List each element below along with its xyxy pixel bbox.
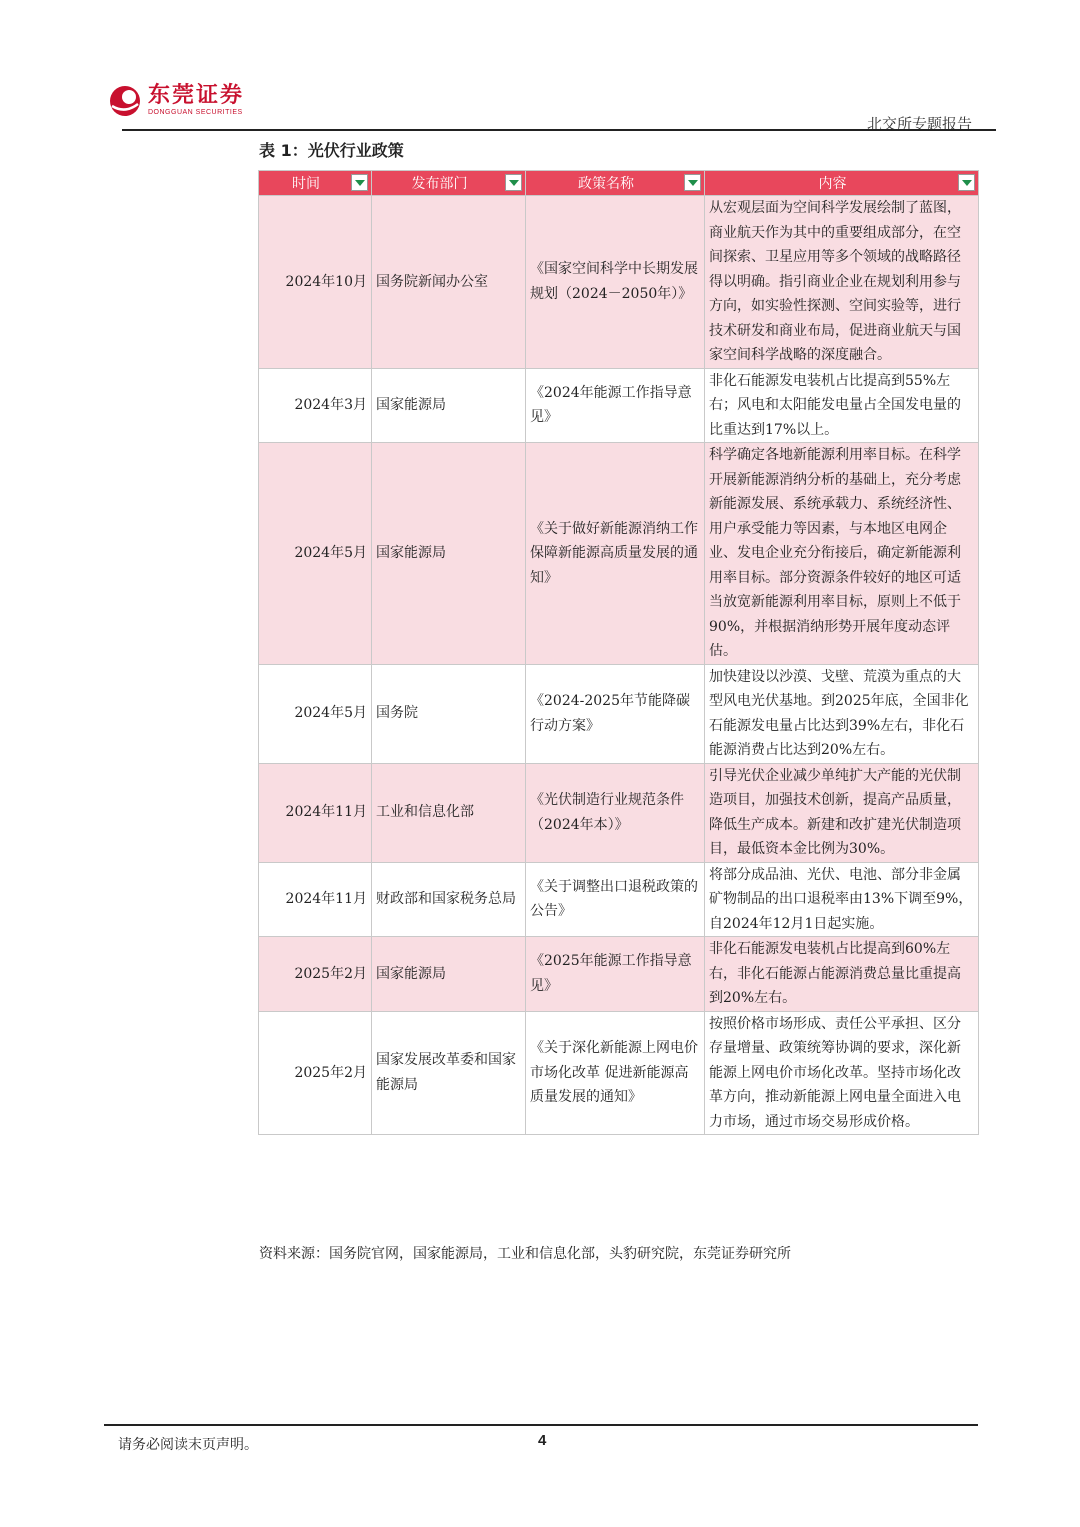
filter-dropdown-icon[interactable] (505, 174, 522, 191)
cell-dept: 国家发展改革委和国家能源局 (372, 1011, 526, 1135)
table-source-note: 资料来源：国务院官网，国家能源局，工业和信息化部，头豹研究院，东莞证券研究所 (259, 1246, 791, 1262)
table-row (259, 862, 979, 937)
policy-table (258, 170, 979, 1135)
cell-dept: 国家能源局 (372, 368, 526, 443)
cell-time: 2025年2月 (259, 937, 372, 1012)
cell-dept: 国务院 (372, 664, 526, 763)
table-row (259, 664, 979, 763)
logo-cn-text: 东莞证券 (148, 83, 245, 108)
filter-dropdown-icon[interactable] (958, 174, 975, 191)
cell-time: 2024年3月 (259, 368, 372, 443)
page-number: 4 (538, 1432, 547, 1449)
cell-content: 科学确定各地新能源利用率目标。在科学开展新能源消纳分析的基础上，充分考虑新能源发展、系统承载力、系统经济性、用户承受能力等因素，与本地区电网企业、发电企业充分衔接后，确定新能源利用率目标。部分资源条件较好的地区可适当放宽新能源利用率目标，原则上不低于90%，并根据消纳形势开展年度动态评估。 (705, 443, 979, 665)
column-header-label: 政策名称 (578, 176, 634, 192)
column-header-label: 时间 (292, 176, 320, 192)
cell-content: 加快建设以沙漠、戈壁、荒漠为重点的大型风电光伏基地。到2025年底，全国非化石能源发电量占比达到39%左右，非化石能源消费占比达到20%左右。 (705, 664, 979, 763)
table-caption: 表 1：光伏行业政策 (259, 141, 404, 160)
report-type: 北交所专题报告 (866, 115, 972, 133)
cell-content: 非化石能源发电装机占比提高到55%左右；风电和太阳能发电量占全国发电量的比重达到17%以上。 (705, 368, 979, 443)
filter-dropdown-icon[interactable] (684, 174, 701, 191)
cell-policy-name: 《关于做好新能源消纳工作保障新能源高质量发展的通知》 (526, 443, 705, 665)
column-header-time (259, 171, 372, 196)
table-row (259, 443, 979, 665)
cell-policy-name: 《2024-2025年节能降碳行动方案》 (526, 664, 705, 763)
cell-time: 2025年2月 (259, 1011, 372, 1135)
table-header-row (259, 171, 979, 196)
cell-time: 2024年10月 (259, 196, 372, 369)
column-header-label: 内容 (818, 176, 847, 192)
cell-time: 2024年11月 (259, 862, 372, 937)
column-header-dept (372, 171, 526, 196)
cell-time: 2024年5月 (259, 443, 372, 665)
cell-time: 2024年11月 (259, 763, 372, 862)
column-header-content (705, 171, 979, 196)
footer-disclaimer: 请务必阅读末页声明。 (118, 1437, 258, 1453)
table-row (259, 196, 979, 369)
cell-dept: 财政部和国家税务总局 (372, 862, 526, 937)
cell-policy-name: 《光伏制造行业规范条件（2024年本）》 (526, 763, 705, 862)
logo-mark-icon (108, 84, 142, 118)
cell-policy-name: 《2024年能源工作指导意见》 (526, 368, 705, 443)
cell-time: 2024年5月 (259, 664, 372, 763)
cell-content: 非化石能源发电装机占比提高到60%左右，非化石能源占能源消费总量比重提高到20%左右。 (705, 937, 979, 1012)
table-row (259, 937, 979, 1012)
table-row (259, 763, 979, 862)
header-divider (122, 129, 996, 131)
company-logo (108, 84, 244, 118)
footer-divider (104, 1424, 978, 1426)
cell-content: 从宏观层面为空间科学发展绘制了蓝图，商业航天作为其中的重要组成部分，在空间探索、卫星应用等多个领域的战略路径得以明确。指引商业企业在规划利用参与方向，如实验性探测、空间实验等，进行技术研发和商业布局，促进商业航天与国家空间科学战略的深度融合。 (705, 196, 979, 369)
cell-content: 将部分成品油、光伏、电池、部分非金属矿物制品的出口退税率由13%下调至9%，自2024年12月1日起实施。 (705, 862, 979, 937)
filter-dropdown-icon[interactable] (351, 174, 368, 191)
cell-content: 引导光伏企业减少单纯扩大产能的光伏制造项目，加强技术创新，提高产品质量，降低生产成本。新建和改扩建光伏制造项目，最低资本金比例为30%。 (705, 763, 979, 862)
cell-dept: 国务院新闻办公室 (372, 196, 526, 369)
cell-policy-name: 《关于调整出口退税政策的公告》 (526, 862, 705, 937)
cell-dept: 国家能源局 (372, 937, 526, 1012)
cell-policy-name: 《国家空间科学中长期发展规划（2024－2050年）》 (526, 196, 705, 369)
column-header-label: 发布部门 (411, 176, 468, 192)
table-row (259, 368, 979, 443)
cell-content: 按照价格市场形成、责任公平承担、区分存量增量、政策统筹协调的要求，深化新能源上网电价市场化改革。坚持市场化改革方向，推动新能源上网电量全面进入电力市场，通过市场交易形成价格。 (705, 1011, 979, 1135)
table-row (259, 1011, 979, 1135)
cell-dept: 工业和信息化部 (372, 763, 526, 862)
cell-policy-name: 《关于深化新能源上网电价市场化改革 促进新能源高质量发展的通知》 (526, 1011, 705, 1135)
column-header-name (526, 171, 705, 196)
cell-policy-name: 《2025年能源工作指导意见》 (526, 937, 705, 1012)
logo-en-text: DONGGUAN SECURITIES (148, 109, 243, 116)
cell-dept: 国家能源局 (372, 443, 526, 665)
